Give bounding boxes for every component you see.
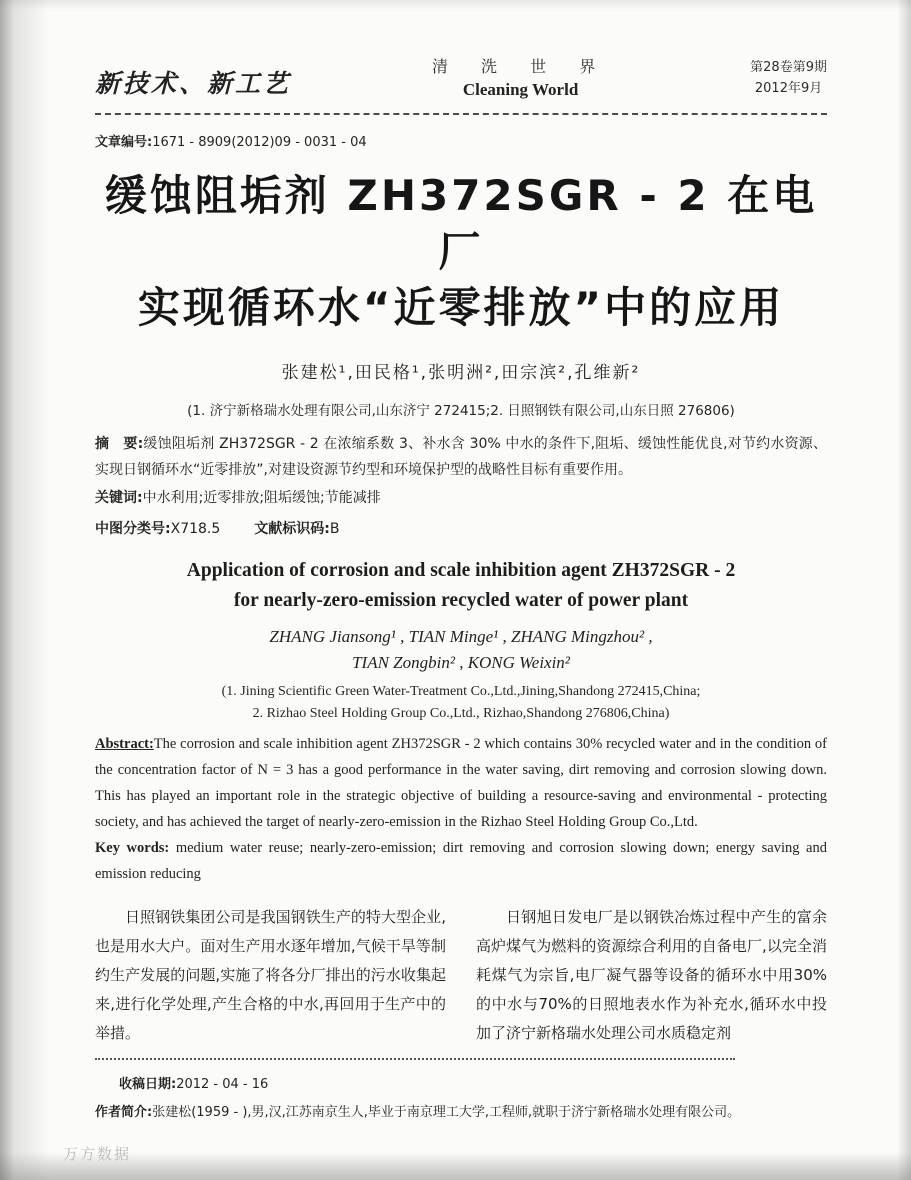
abstract-en-label: Abstract: — [95, 736, 154, 753]
journal-name-en: Cleaning World — [462, 80, 579, 99]
article-title-en-line1: Application of corrosion and scale inhibition agent ZH372SGR - 2 — [186, 559, 736, 581]
authors-en — [95, 624, 827, 675]
authors-en-line2: TIAN Zongbin² , KONG Weixin² — [352, 652, 570, 672]
keywords-cn — [95, 485, 827, 511]
abstract-cn-text: 缓蚀阻垢剂 ZH372SGR - 2 在浓缩系数 3、补水含 30% 中水的条件下,阻垢、缓蚀性能优良,对节约水资源、实现日钢循环水“近零排放”,对建设资源节约型和环境保护型的战略性目标有重要作用。 — [95, 435, 827, 478]
wanfang-watermark: 万方数据 — [63, 1145, 132, 1163]
body-paragraph-left: 日照钢铁集团公司是我国钢铁生产的特大型企业,也是用水大户。面对生产用水逐年增加,气候干旱等制约生产发展的问题,实施了将各分厂排出的污水收集起来,进行化学处理,产生合格的中水,再回用于生产中的举措。 — [95, 908, 446, 1043]
affiliation-cn: (1. 济宁新格瑞水处理有限公司,山东济宁 272415;2. 日照钢铁有限公司,山东日照 276806) — [187, 402, 735, 419]
received-date-value: 2012 - 04 - 16 — [176, 1077, 269, 1093]
author-bio-text: 张建松(1959 - ),男,汉,江苏南京生人,毕业于南京理工大学,工程师,就职于济宁新格瑞水处理有限公司。 — [152, 1105, 741, 1121]
body-column-right — [476, 903, 827, 1048]
affiliation-en-line2: 2. Rizhao Steel Holding Group Co.,Ltd., Rizhao,Shandong 276806,China) — [252, 705, 670, 721]
affiliation-en — [95, 681, 827, 724]
doc-code-value: B — [329, 520, 340, 537]
keywords-cn-text: 中水利用;近零排放;阻垢缓蚀;节能减排 — [142, 489, 381, 506]
abstract-en-text: The corrosion and scale inhibition agent ZH372SGR - 2 which contains 30% recycled water and in the condition of the concentration factor of N = 3 has a good performance in the water saving, dirt removing and corrosion slowing down. This has played an important role in the strategic objective of building a resource-saving and environmental - protecting society, and has achieved the target of nearly-zero-emission in the Rizhao Steel Holding Group Co.,Ltd. — [95, 736, 827, 831]
body-columns — [95, 903, 827, 1048]
doc-code-label: 文献标识码: — [254, 520, 330, 537]
abstract-cn — [95, 431, 827, 483]
body-column-left — [95, 903, 446, 1048]
keywords-en-text: medium water reuse; nearly-zero-emission; dirt removing and corrosion slowing down; energy saving and emission reducing — [95, 840, 827, 883]
affiliation-en-line1: (1. Jining Scientific Green Water-Treatment Co.,Ltd.,Jining,Shandong 272415,China; — [221, 684, 701, 700]
page-content — [95, 52, 827, 1120]
article-title-en — [95, 556, 827, 616]
authors-cn: 张建松¹,田民格¹,张明洲²,田宗滨²,孔维新² — [281, 362, 641, 383]
keywords-cn-label: 关键词: — [95, 489, 143, 506]
article-number — [95, 131, 827, 150]
abstract-cn-label: 摘 要: — [95, 435, 144, 452]
received-date-line — [95, 1073, 827, 1092]
body-paragraph-right: 日钢旭日发电厂是以钢铁冶炼过程中产生的富余高炉煤气为燃料的资源综合利用的自备电厂,以完全消耗煤气为宗旨,电厂凝气器等设备的循环水中用30%的中水与70%的日照地表水作为补充水,循环水中投加了济宁新格瑞水处理公司水质稳定剂 — [476, 908, 827, 1043]
header-divider — [95, 113, 827, 115]
abstract-en — [95, 731, 827, 835]
article-title-cn — [95, 168, 827, 336]
clc-label: 中图分类号: — [95, 520, 171, 537]
footnote-divider — [95, 1058, 735, 1060]
issue-info — [750, 52, 827, 100]
received-date-label: 收稿日期: — [119, 1077, 177, 1093]
journal-header — [95, 52, 827, 106]
volume-issue: 第28卷第9期 — [750, 60, 827, 75]
article-title-en-line2: for nearly-zero-emission recycled water of power plant — [233, 589, 689, 611]
journal-name-block — [432, 52, 609, 100]
author-bio-label: 作者简介: — [95, 1105, 153, 1121]
author-bio-line — [95, 1101, 827, 1120]
article-title-cn-line2: 实现循环水“近零排放”中的应用 — [137, 282, 785, 332]
authors-en-line1: ZHANG Jiansong¹ , TIAN Minge¹ , ZHANG Mingzhou² , — [269, 627, 653, 647]
article-title-cn-line1: 缓蚀阻垢剂 ZH372SGR - 2 在电厂 — [104, 171, 818, 276]
keywords-en — [95, 835, 827, 887]
article-number-value: 1671 - 8909(2012)09 - 0031 - 04 — [152, 135, 367, 150]
classification-line — [95, 518, 827, 538]
issue-date: 2012年9月 — [754, 80, 823, 96]
clc-value: X718.5 — [170, 520, 221, 537]
article-number-label: 文章编号: — [95, 135, 153, 150]
keywords-en-label: Key words: — [95, 840, 170, 857]
journal-column-label: 新技术、新工艺 — [95, 69, 292, 98]
journal-name-cn: 清 洗 世 界 — [431, 57, 610, 76]
